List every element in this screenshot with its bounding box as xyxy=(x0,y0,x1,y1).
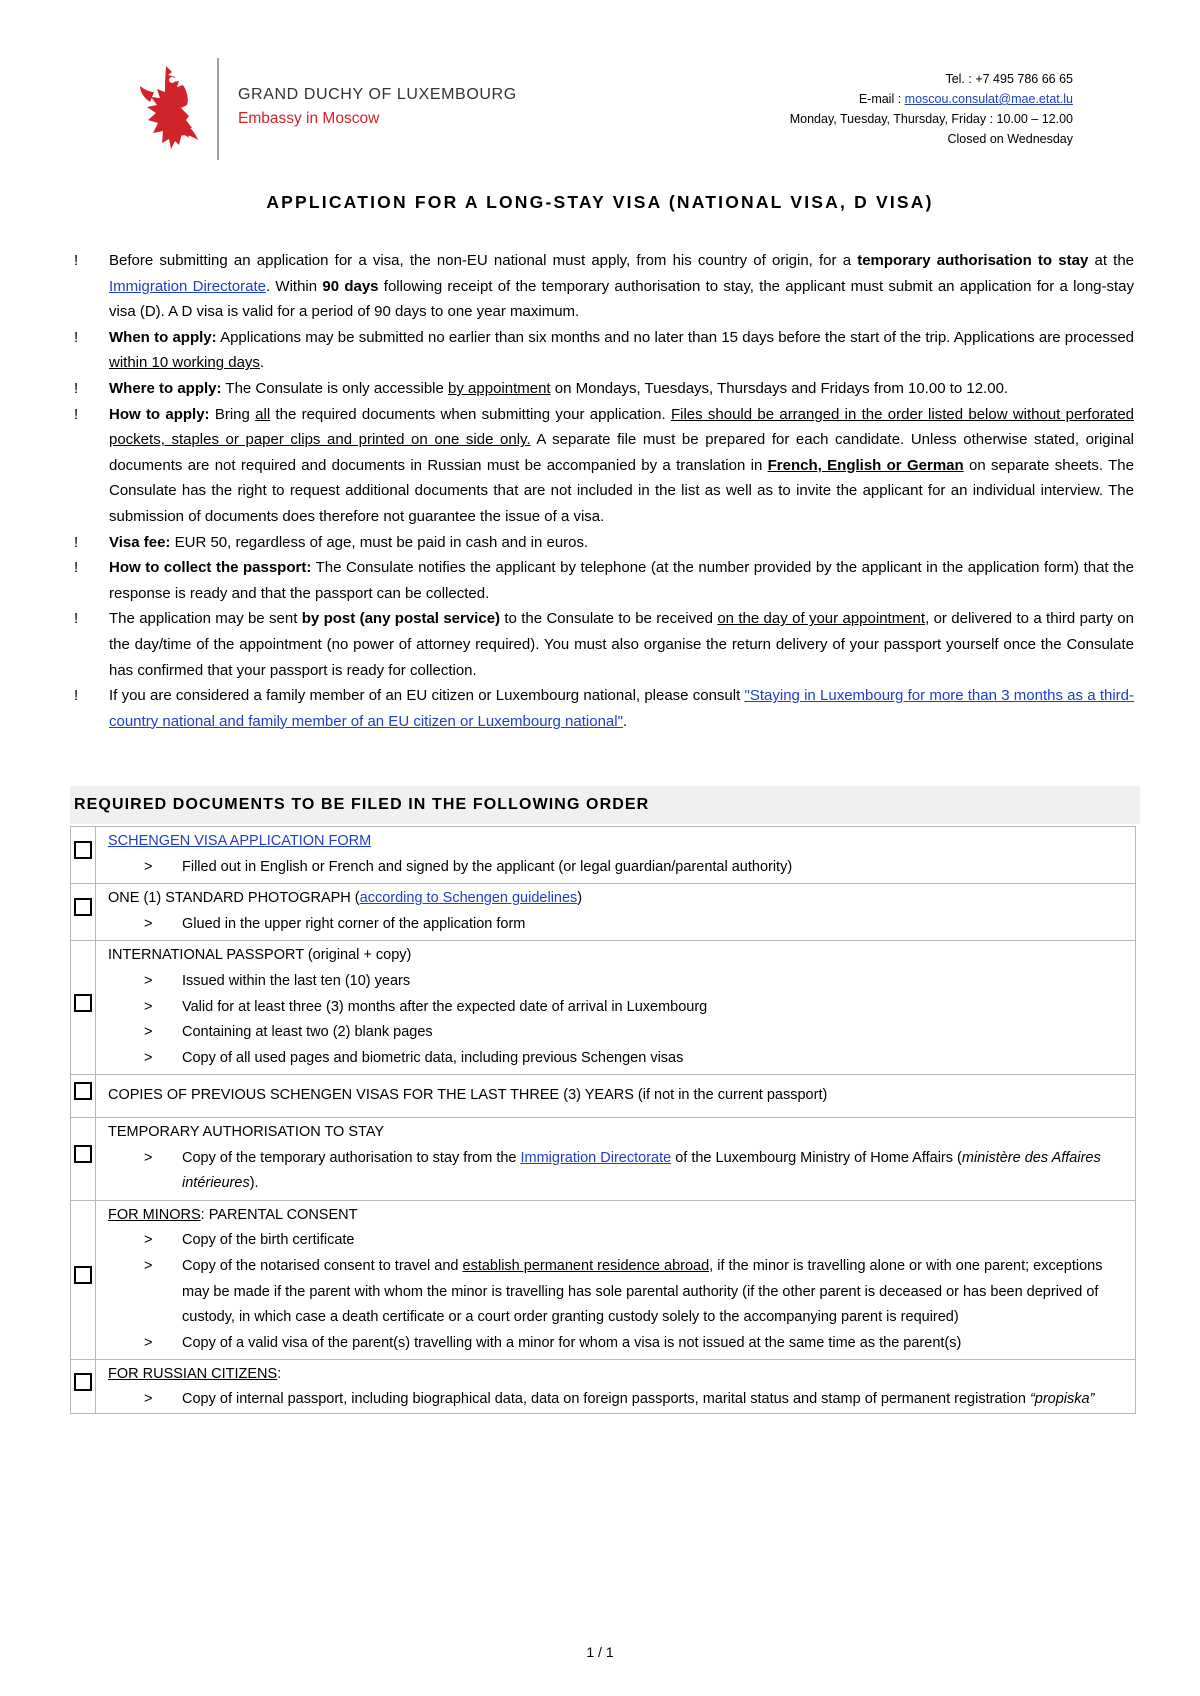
bullet-mark: ! xyxy=(74,533,79,551)
doc-item: > Copy of internal passport, including biographical data, data on foreign passports, marital status and stamp of permanent registration “propiska” xyxy=(144,1390,1095,1407)
doc-item: > Copy of all used pages and biometric data, including previous Schengen visas xyxy=(144,1049,684,1066)
brand-embassy: Embassy in Moscow xyxy=(238,110,380,127)
bullet-mark: ! xyxy=(74,687,79,705)
doc-item: > Valid for at least three (3) months after the expected date of arrival in Luxembourg xyxy=(144,998,708,1015)
doc-row-application-form xyxy=(71,827,1136,884)
checkbox[interactable] xyxy=(74,1373,92,1391)
checkbox-cell xyxy=(71,941,96,1075)
contact-closed: Closed on Wednesday xyxy=(947,132,1073,146)
email-link[interactable]: moscou.consulat@mae.etat.lu xyxy=(904,92,1073,106)
doc-item: > Copy of the notarised consent to travel and establish permanent residence abroad, if the minor is travelling alone or with one parent; exceptions may be made if the parent with whom the minor is travelling has sole parental authority (if the other parent is deceased or has been deprived of custody, in which case a death certificate or a court order granting custody solely to the accompanying parent is required) xyxy=(144,1257,1103,1326)
doc-cell: ONE (1) STANDARD PHOTOGRAPH (according to Schengen guidelines) > Glued in the upper right corner of the application form xyxy=(96,884,1136,941)
doc-cell xyxy=(96,827,1136,884)
checkbox-cell xyxy=(71,1200,96,1360)
checkbox-cell xyxy=(71,1117,96,1200)
checkbox[interactable] xyxy=(74,841,92,859)
info-bullet-fee: ! Visa fee: EUR 50, regardless of age, must be paid in cash and in euros. xyxy=(74,530,1134,556)
doc-item: > Glued in the upper right corner of the application form xyxy=(144,915,526,932)
bullet-mark: ! xyxy=(74,405,79,423)
bullet-mark: ! xyxy=(74,559,79,577)
doc-row-photograph xyxy=(71,884,1136,941)
checkbox[interactable] xyxy=(74,1145,92,1163)
checkbox-cell xyxy=(71,1360,96,1414)
family-member-link[interactable]: "Staying in Luxembourg for more than 3 months as a third-country national and family member of an EU citizen or Luxembourg national" xyxy=(109,687,1135,730)
doc-row-temporary-authorisation xyxy=(71,1117,1136,1200)
page-number: 1 / 1 xyxy=(586,1644,614,1660)
doc-item: > Containing at least two (2) blank pages xyxy=(144,1024,433,1041)
bullet-mark: ! xyxy=(74,610,79,628)
contact-tel: Tel. : +7 495 786 66 65 xyxy=(945,72,1073,86)
doc-row-previous-visas xyxy=(71,1075,1136,1118)
info-bullet-collect: ! How to collect the passport: The Consulate notifies the applicant by telephone (at the number provided by the applicant in the application form) that the response is ready and that the passport can be collected. xyxy=(74,555,1134,606)
checkbox[interactable] xyxy=(74,1082,92,1100)
doc-cell: FOR RUSSIAN CITIZENS: > Copy of internal passport, including biographical data, data on foreign passports, marital status and stamp of permanent registration “propiska” xyxy=(96,1360,1136,1414)
doc-item: > Copy of the temporary authorisation to stay from the Immigration Directorate of the Luxembourg Ministry of Home Affairs (ministère des Affaires intérieures). xyxy=(144,1149,1101,1192)
contact-hours: Monday, Tuesday, Thursday, Friday : 10.00 – 12.00 xyxy=(789,112,1073,126)
info-bullet-family: ! If you are considered a family member of an EU citizen or Luxembourg national, please consult "Staying in Luxembourg for more than 3 months as a third-country national and family member of an EU citizen or Luxembourg national". xyxy=(74,683,1134,734)
email-label: E-mail : xyxy=(858,92,905,106)
immigration-directorate-link[interactable]: Immigration Directorate xyxy=(109,277,266,295)
page-title: APPLICATION FOR A LONG-STAY VISA (NATIONAL VISA, D VISA) xyxy=(266,192,934,212)
contact-email-line xyxy=(790,89,1073,109)
bullet-mark: ! xyxy=(74,328,79,346)
header-divider xyxy=(217,58,219,160)
checkbox-cell xyxy=(71,1075,96,1118)
doc-cell: TEMPORARY AUTHORISATION TO STAY > Copy of the temporary authorisation to stay from the Immigration Directorate of the Luxembourg Ministry of Home Affairs (ministère des Affaires intérieures). xyxy=(96,1117,1136,1200)
doc-row-minors xyxy=(71,1200,1136,1360)
immigration-directorate-link-2[interactable]: Immigration Directorate xyxy=(520,1149,672,1166)
checkbox-cell xyxy=(71,884,96,941)
bullet-mark: ! xyxy=(74,252,79,269)
checkbox-cell xyxy=(71,827,96,884)
bullet-mark: ! xyxy=(74,379,79,397)
schengen-guidelines-link[interactable]: according to Schengen guidelines xyxy=(359,890,578,907)
contact-block xyxy=(790,69,1073,149)
doc-item: > Filled out in English or French and signed by the applicant (or legal guardian/parental authority) xyxy=(144,858,793,875)
doc-item: > Issued within the last ten (10) years xyxy=(144,972,411,989)
doc-cell: COPIES OF PREVIOUS SCHENGEN VISAS FOR THE LAST THREE (3) YEARS (if not in the current passport) xyxy=(96,1075,1136,1118)
info-bullet-post: ! The application may be sent by post (any postal service) to the Consulate to be received on the day of your appointment, or delivered to a third party on the day/time of the appointment (no power of attorney required). You must also organise the return delivery of your passport yourself once the Consulate has confirmed that your passport is ready for collection. xyxy=(74,606,1134,683)
info-bullet-when: ! When to apply: Applications may be submitted no earlier than six months and no later than 15 days before the start of the trip. Applications are processed within 10 working days. xyxy=(74,325,1134,376)
required-documents-heading: REQUIRED DOCUMENTS TO BE FILED IN THE FOLLOWING ORDER xyxy=(70,786,1140,824)
doc-item: > Copy of a valid visa of the parent(s) travelling with a minor for whom a visa is not issued at the same time as the parent(s) xyxy=(144,1334,962,1351)
required-documents-table xyxy=(70,826,1136,1414)
info-bullet-how: ! How to apply: Bring all the required documents when submitting your application. Files should be arranged in the order listed below without perforated pockets, staples or paper clips and printed on one side only. A separate file must be prepared for each candidate. Unless otherwise stated, original documents are not required and documents in Russian must be accompanied by a translation in French, English or German on separate sheets. The Consulate has the right to request additional documents that are not included in the list as well as to invite the applicant for an individual interview. The submission of documents does therefore not guarantee the issue of a visa. xyxy=(74,402,1134,530)
luxembourg-lion-logo xyxy=(136,62,210,150)
schengen-form-link[interactable]: SCHENGEN VISA APPLICATION FORM xyxy=(108,833,372,849)
doc-cell: FOR MINORS: PARENTAL CONSENT > Copy of the birth certificate > Copy of the notarised consent to travel and establish permanent residence abroad, if the minor is travelling alone or with one parent; exceptions may be made if the parent with whom the minor is travelling has sole parental authority (if the other parent is deceased or has been deprived of custody, in which case a death certificate or a court order granting custody solely to the accompanying parent is required) > Copy of a valid visa of the parent(s) travelling with a minor for whom a visa is not issued at the same time as the parent(s) xyxy=(96,1200,1136,1360)
checkbox[interactable] xyxy=(74,994,92,1012)
doc-row-passport xyxy=(71,941,1136,1075)
doc-row-russian-citizens xyxy=(71,1360,1136,1414)
checkbox[interactable] xyxy=(74,898,92,916)
info-bullet-prerequisite: ! Before submitting an application for a visa, the non-EU national must apply, from his country of origin, for a temporary authorisation to stay at the Immigration Directorate. Within 90 days following receipt of the temporary authorisation to stay, the applicant must submit an application for a long-stay visa (D). A D visa is valid for a period of 90 days to one year maximum. xyxy=(74,248,1134,325)
brand-country: GRAND DUCHY OF LUXEMBOURG xyxy=(238,86,517,103)
info-bullet-where: ! Where to apply: The Consulate is only accessible by appointment on Mondays, Tuesdays, Thursdays and Fridays from 10.00 to 12.00. xyxy=(74,376,1134,402)
doc-cell: INTERNATIONAL PASSPORT (original + copy) > Issued within the last ten (10) years > Valid for at least three (3) months after the expected date of arrival in Luxembourg > Containing at least two (2) blank pages > Copy of all used pages and biometric data, including previous Schengen visas xyxy=(96,941,1136,1075)
info-list xyxy=(74,248,1134,734)
checkbox[interactable] xyxy=(74,1266,92,1284)
doc-item: > Copy of the birth certificate xyxy=(144,1232,355,1249)
